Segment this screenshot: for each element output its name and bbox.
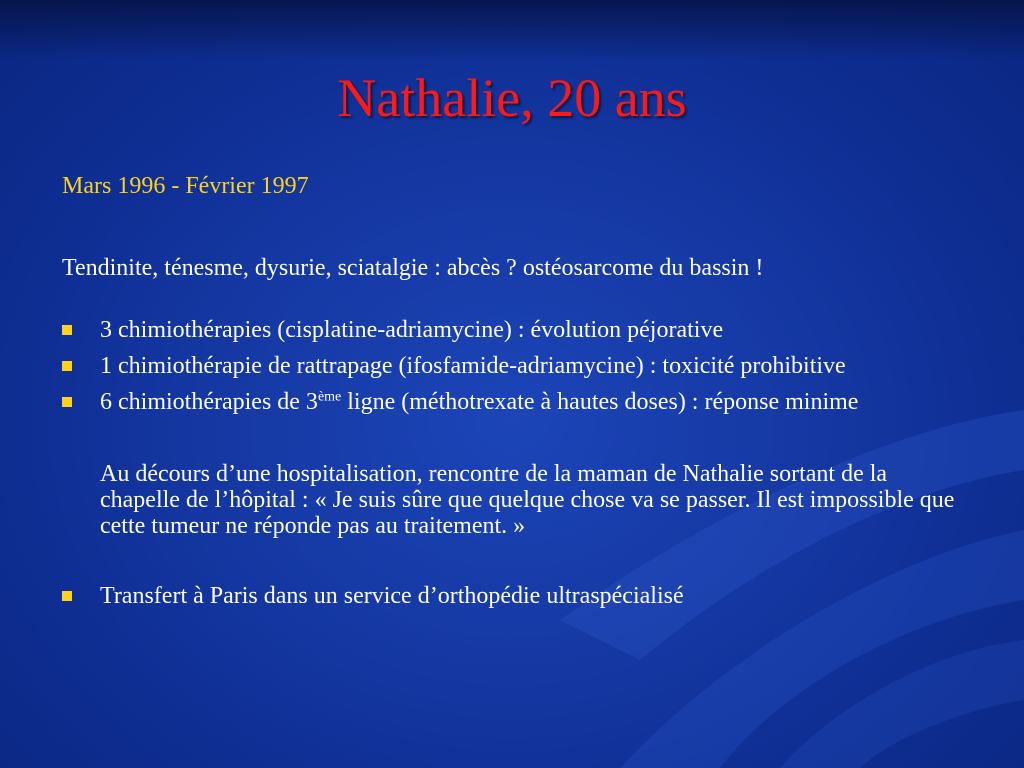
ordinal-superscript: ème [317,389,342,405]
bullet-item [62,389,972,415]
bullet-item [62,317,972,343]
quote-paragraph: Au décours d’une hospitalisation, rencontre de la maman de Nathalie sortant de la chapelle de l’hôpital : « Je suis sûre que quelque chose va se passer. Il est impossible que cette tumeur ne réponde pas au traitement. » [100,461,955,539]
bullet-text: 1 chimiothérapie de rattrapage (ifosfamide-adriamycine) : toxicité prohibitive [100,353,846,379]
square-bullet-icon [62,591,72,601]
slide-content [62,168,972,619]
square-bullet-icon [62,325,72,335]
date-range: Mars 1996 - Février 1997 [62,173,309,199]
square-bullet-icon [62,361,72,371]
bullet-item [62,353,972,379]
square-bullet-icon [62,397,72,407]
intro-text: Tendinite, ténesme, dysurie, sciatalgie : abcès ? ostéosarcome du bassin ! [62,255,764,281]
bullet-item [62,583,972,609]
bullet-list [62,317,972,415]
final-bullet-list [62,583,972,609]
bullet-text: 3 chimiothérapies (cisplatine-adriamycine) : évolution péjorative [100,317,724,343]
bullet-text-start: 6 chimiothérapies de 3 [100,389,318,415]
bullet-text-end: ligne (méthotrexate à hautes doses) : réponse minime [341,389,859,415]
bullet-text: Transfert à Paris dans un service d’orthopédie ultraspécialisé [100,583,684,609]
slide-title: Nathalie, 20 ans [337,68,687,128]
